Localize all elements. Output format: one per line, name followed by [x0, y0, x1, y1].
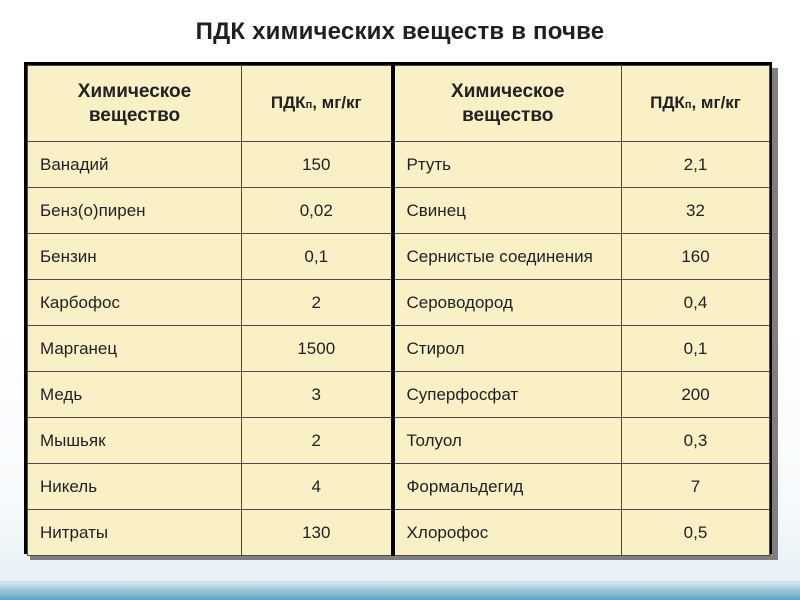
slide-bottom-band — [0, 581, 800, 600]
substance-name-left: Марганец — [28, 326, 242, 372]
substance-name-left: Медь — [28, 372, 242, 418]
table-row — [28, 280, 770, 326]
pdk-value-left: 3 — [242, 372, 393, 418]
header-pdk-main: ПДК — [650, 92, 685, 112]
substance-name-right: Формальдегид — [393, 464, 622, 510]
pdk-value-right: 200 — [622, 372, 770, 418]
header-substance-left — [28, 66, 242, 142]
substance-name-left: Никель — [28, 464, 242, 510]
pdk-value-right: 7 — [622, 464, 770, 510]
pdk-value-left: 0,1 — [242, 234, 393, 280]
header-pdk-right — [622, 66, 770, 142]
pdk-value-left: 150 — [242, 142, 393, 188]
pdk-table — [27, 65, 770, 556]
table-row — [28, 464, 770, 510]
substance-name-right: Ртуть — [393, 142, 622, 188]
pdk-value-left: 130 — [242, 510, 393, 556]
header-substance-line2: вещество — [88, 104, 181, 126]
pdk-value-right: 0,4 — [622, 280, 770, 326]
table-row — [28, 326, 770, 372]
substance-name-left: Нитраты — [28, 510, 242, 556]
substance-name-left: Мышьяк — [28, 418, 242, 464]
header-pdk-sub: п — [684, 98, 692, 111]
header-substance-line1: Химическое — [77, 80, 192, 102]
pdk-value-right: 0,5 — [622, 510, 770, 556]
pdk-value-right: 0,1 — [622, 326, 770, 372]
header-pdk-main: ПДК — [270, 92, 306, 112]
header-pdk-left — [242, 66, 393, 142]
substance-name-left: Бензин — [28, 234, 242, 280]
substance-name-left: Ванадий — [28, 142, 242, 188]
pdk-value-right: 32 — [622, 188, 770, 234]
pdk-value-right: 2,1 — [622, 142, 770, 188]
page-title: ПДК химических веществ в почве — [195, 18, 605, 45]
header-pdk-unit: , мг/кг — [312, 92, 362, 112]
pdk-value-right: 160 — [622, 234, 770, 280]
table-row — [28, 188, 770, 234]
table-row — [28, 510, 770, 556]
table-row — [28, 142, 770, 188]
substance-name-right: Хлорофос — [393, 510, 622, 556]
substance-name-right: Сероводород — [393, 280, 622, 326]
header-pdk-sub: п — [305, 98, 313, 111]
pdk-value-left: 0,02 — [242, 188, 393, 234]
header-substance-line2: вещество — [462, 104, 554, 126]
substance-name-right: Суперфосфат — [393, 372, 622, 418]
substance-name-right: Сернистые соединения — [393, 234, 622, 280]
substance-name-right: Стирол — [393, 326, 622, 372]
substance-name-left: Карбофос — [28, 280, 242, 326]
substance-name-left: Бенз(о)пирен — [28, 188, 242, 234]
header-substance-line1: Химическое — [451, 80, 565, 102]
pdk-value-left: 2 — [242, 280, 393, 326]
substance-name-right: Свинец — [393, 188, 622, 234]
table-row — [28, 418, 770, 464]
header-substance-right — [393, 66, 622, 142]
pdk-table-container — [24, 62, 772, 554]
pdk-value-left: 2 — [242, 418, 393, 464]
pdk-value-left: 1500 — [242, 326, 393, 372]
substance-name-right: Толуол — [393, 418, 622, 464]
pdk-value-left: 4 — [242, 464, 393, 510]
header-pdk-unit: , мг/кг — [691, 92, 741, 112]
pdk-value-right: 0,3 — [622, 418, 770, 464]
table-row — [28, 372, 770, 418]
table-header-row — [28, 66, 770, 142]
table-row — [28, 234, 770, 280]
